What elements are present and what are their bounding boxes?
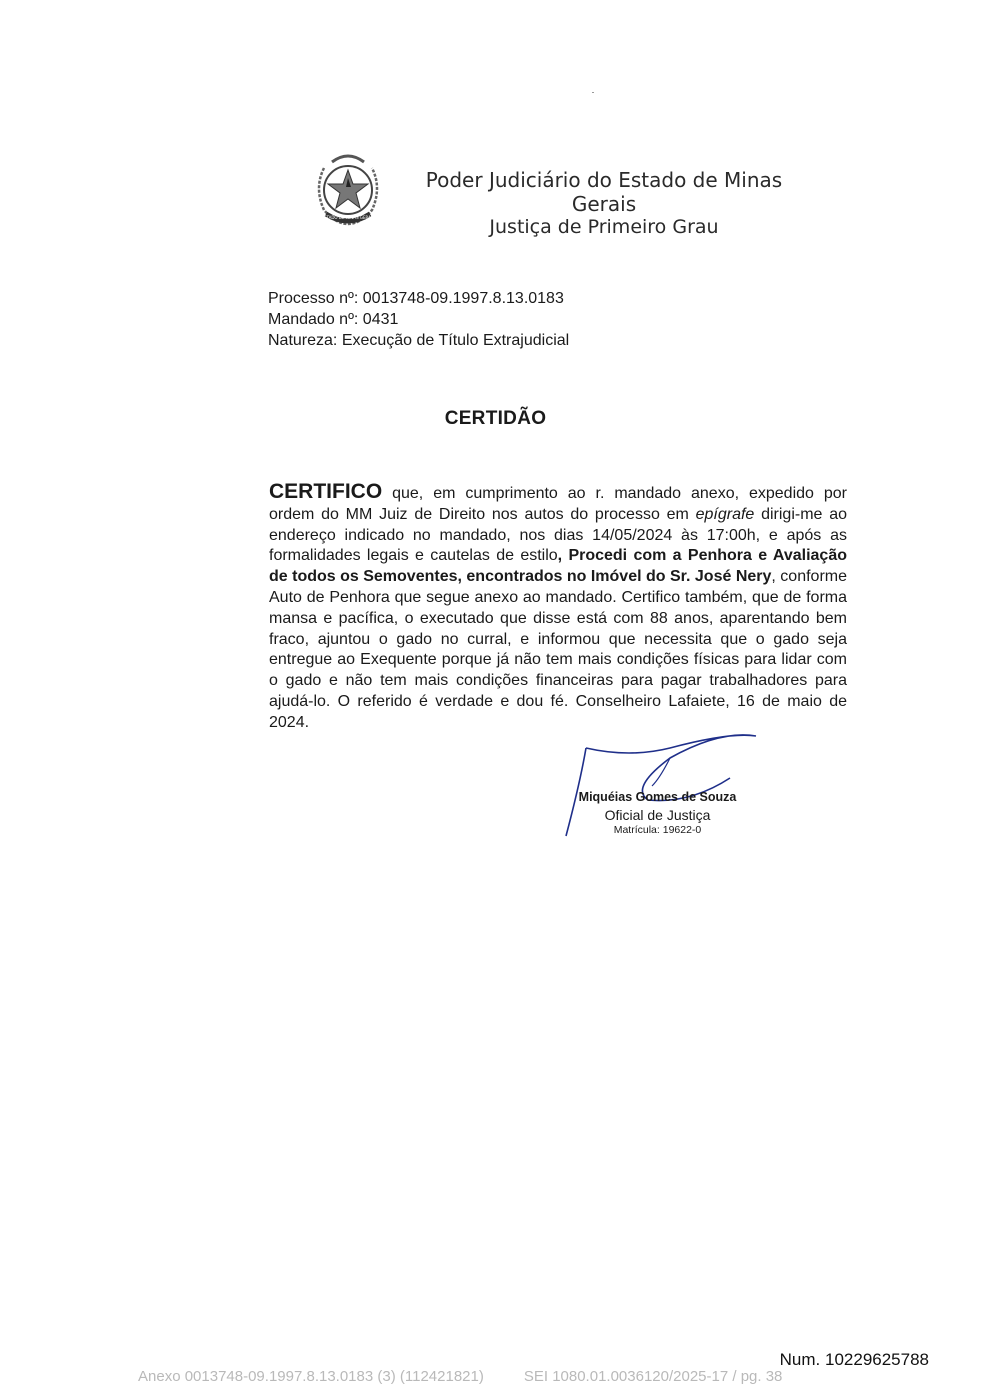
seal-text: ESTADO DE MINAS GERAIS	[321, 215, 375, 220]
court-name: Poder Judiciário do Estado de Minas Gerais	[425, 168, 783, 216]
document-number: Num. 10229625788	[779, 1350, 929, 1369]
body-italic: epígrafe	[695, 505, 755, 523]
footer-anexo: Anexo 0013748-09.1997.8.13.0183 (3) (112421821)	[138, 1368, 484, 1385]
signer-registration: Matrícula: 19622-0	[613, 824, 702, 836]
body-part-3: , conforme Auto de Penhora que segue anexo ao mandado. Certifico também, que de forma mansa e pacífica, o executado que disse está com 88 anos, aparentando bem fraco, ajuntou o gado no curral, e informou que necessita que o gado seja entregue ao Exequente porque já não tem mais condições físicas para lidar com o gado e não tem mais condições financeiras para pagar trabalhadores para ajudá-lo. O referido é verdade e dou fé. Conselheiro Lafaiete, 16 de maio de 2024.	[269, 568, 847, 731]
signer-name: Miquéias Gomes de Souza	[578, 790, 737, 804]
body-part-1: que, em cumprimento ao r. mandado anexo, expedido por ordem do MM Juiz de Direito nos autos do processo em	[269, 485, 847, 523]
court-header	[394, 168, 814, 238]
case-nature: Natureza: Execução de Título Extrajudicial	[268, 332, 570, 349]
warrant-number: Mandado nº: 0431	[268, 311, 399, 328]
certificate-body	[269, 482, 847, 734]
case-metadata	[268, 288, 569, 351]
body-part-2: dirigi-me ao endereço indicado no mandado, nos dias 14/05/2024 às 17:00h, e após as formalidades legais e cautelas de estilo	[269, 505, 848, 565]
signer-role: Oficial de Justiça	[604, 807, 711, 823]
scan-speck	[592, 92, 594, 93]
document-title: CERTIDÃO	[444, 408, 547, 429]
footer-sei: SEI 1080.01.0036120/2025-17 / pg. 38	[523, 1368, 783, 1385]
coat-of-arms-seal-icon	[310, 148, 386, 228]
court-instance: Justiça de Primeiro Grau	[489, 216, 719, 238]
footer-watermark	[138, 1368, 782, 1385]
body-bold: , Procedi com a Penhora e Avaliação de todos os Semoventes, encontrados no Imóvel do Sr. José Nery	[269, 547, 847, 586]
certifico-lead: CERTIFICO	[269, 480, 383, 503]
process-number: Processo nº: 0013748-09.1997.8.13.0183	[268, 290, 564, 307]
